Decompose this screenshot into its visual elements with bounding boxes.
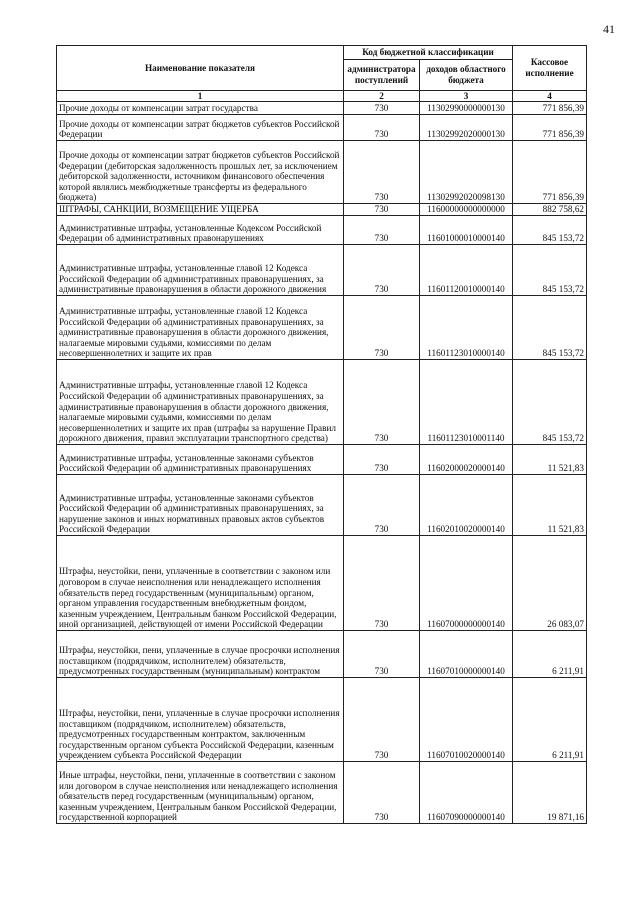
row-amount: 11 521,83 bbox=[513, 475, 587, 536]
row-admin-code: 730 bbox=[344, 678, 420, 762]
row-name: Административные штрафы, установленные Кодексом Российской Федерации об административных правонарушениях bbox=[57, 216, 344, 245]
row-admin-code: 730 bbox=[344, 296, 420, 360]
row-admin-code: 730 bbox=[344, 204, 420, 216]
row-income-code: 11601120010000140 bbox=[420, 245, 513, 296]
row-admin-code: 730 bbox=[344, 216, 420, 245]
row-income-code: 11607090000000140 bbox=[420, 762, 513, 824]
row-admin-code: 730 bbox=[344, 360, 420, 445]
header-income: доходов областного бюджета bbox=[420, 60, 513, 91]
table-row bbox=[57, 631, 587, 678]
row-amount: 771 856,39 bbox=[513, 102, 587, 115]
row-income-code: 11600000000000000 bbox=[420, 204, 513, 216]
column-numbers-row bbox=[57, 91, 587, 102]
row-name: Прочие доходы от компенсации затрат бюджетов субъектов Российской Федерации (дебиторская задолженность прошлых лет, за исключением дебиторской задолженности, источником финансового обеспечения которой являлись межбюджетные трансферты из федерального бюджета) bbox=[57, 141, 344, 204]
row-name: Иные штрафы, неустойки, пени, уплаченные в соответствии с законом или договором в случае неисполнения или ненадлежащего исполнения обязательств перед государственным (муниципальным) органом, казенным учреждением, Центральным банком Российской Федерации, государственной корпорацией bbox=[57, 762, 344, 824]
row-admin-code: 730 bbox=[344, 245, 420, 296]
row-amount: 11 521,83 bbox=[513, 445, 587, 475]
row-amount: 845 153,72 bbox=[513, 360, 587, 445]
row-income-code: 11302992020098130 bbox=[420, 141, 513, 204]
header-name: Наименование показателя bbox=[57, 46, 344, 91]
row-amount: 845 153,72 bbox=[513, 296, 587, 360]
row-amount: 26 083,07 bbox=[513, 536, 587, 631]
row-name: ШТРАФЫ, САНКЦИИ, ВОЗМЕЩЕНИЕ УЩЕРБА bbox=[57, 204, 344, 216]
header-cash: Кассовое исполнение bbox=[513, 46, 587, 91]
row-admin-code: 730 bbox=[344, 445, 420, 475]
row-name: Штрафы, неустойки, пени, уплаченные в случае просрочки исполнения поставщиком (подрядчиком, исполнителем) обязательств, предусмотренных государственным контрактом, заключенным государственным органом субъекта Российской Федерации, казенным учреждением субъекта Российской Федерации bbox=[57, 678, 344, 762]
row-admin-code: 730 bbox=[344, 631, 420, 678]
row-name: Прочие доходы от компенсации затрат государства bbox=[57, 102, 344, 115]
table-row bbox=[57, 762, 587, 824]
row-amount: 6 211,91 bbox=[513, 631, 587, 678]
row-amount: 771 856,39 bbox=[513, 141, 587, 204]
table-row bbox=[57, 141, 587, 204]
row-name: Административные штрафы, установленные законами субъектов Российской Федерации об административных правонарушениях, за нарушение законов и иных нормативных правовых актов субъектов Российской Федерации bbox=[57, 475, 344, 536]
row-name: Административные штрафы, установленные главой 12 Кодекса Российской Федерации об административных правонарушениях, за административные правонарушения в области дорожного движения, налагаемые мировыми судьями, комиссиями по делам несовершеннолетних и защите их прав bbox=[57, 296, 344, 360]
row-admin-code: 730 bbox=[344, 536, 420, 631]
row-admin-code: 730 bbox=[344, 141, 420, 204]
row-admin-code: 730 bbox=[344, 762, 420, 824]
row-admin-code: 730 bbox=[344, 475, 420, 536]
row-name: Штрафы, неустойки, пени, уплаченные в случае просрочки исполнения поставщиком (подрядчиком, исполнителем) обязательств, предусмотренных государственным (муниципальным) контрактом bbox=[57, 631, 344, 678]
column-number: 2 bbox=[344, 91, 420, 102]
row-income-code: 11607010020000140 bbox=[420, 678, 513, 762]
row-income-code: 11302990000000130 bbox=[420, 102, 513, 115]
row-income-code: 11601123010000140 bbox=[420, 296, 513, 360]
row-name: Прочие доходы от компенсации затрат бюджетов субъектов Российской Федерации bbox=[57, 115, 344, 141]
column-number: 1 bbox=[57, 91, 344, 102]
row-income-code: 11602010020000140 bbox=[420, 475, 513, 536]
row-amount: 771 856,39 bbox=[513, 115, 587, 141]
row-amount: 882 758,62 bbox=[513, 204, 587, 216]
budget-table bbox=[56, 45, 587, 824]
row-amount: 19 871,16 bbox=[513, 762, 587, 824]
table-row bbox=[57, 204, 587, 216]
page-number: 41 bbox=[603, 22, 615, 36]
row-income-code: 11601000010000140 bbox=[420, 216, 513, 245]
row-name: Административные штрафы, установленные главой 12 Кодекса Российской Федерации об административных правонарушениях, за административные правонарушения в области дорожного движения bbox=[57, 245, 344, 296]
row-name: Административные штрафы, установленные главой 12 Кодекса Российской Федерации об административных правонарушениях, за административные правонарушения в области дорожного движения, налагаемые мировыми судьями, комиссиями по делам несовершеннолетних и защите их прав (штрафы за нарушение Правил дорожного движения, правил эксплуатации транспортного средства) bbox=[57, 360, 344, 445]
row-amount: 845 153,72 bbox=[513, 216, 587, 245]
row-income-code: 11607010000000140 bbox=[420, 631, 513, 678]
row-amount: 845 153,72 bbox=[513, 245, 587, 296]
table-row bbox=[57, 296, 587, 360]
table-row bbox=[57, 245, 587, 296]
table-row bbox=[57, 360, 587, 445]
row-amount: 6 211,91 bbox=[513, 678, 587, 762]
column-number: 3 bbox=[420, 91, 513, 102]
header-code-group: Код бюджетной классификации bbox=[344, 46, 513, 60]
row-income-code: 11602000020000140 bbox=[420, 445, 513, 475]
table-row bbox=[57, 678, 587, 762]
row-income-code: 11601123010001140 bbox=[420, 360, 513, 445]
table-row bbox=[57, 216, 587, 245]
header-admin: администратора поступлений bbox=[344, 60, 420, 91]
table-row bbox=[57, 445, 587, 475]
table-row bbox=[57, 475, 587, 536]
row-name: Административные штрафы, установленные законами субъектов Российской Федерации об административных правонарушениях bbox=[57, 445, 344, 475]
row-admin-code: 730 bbox=[344, 115, 420, 141]
row-income-code: 11302992020000130 bbox=[420, 115, 513, 141]
table-row bbox=[57, 536, 587, 631]
row-income-code: 11607000000000140 bbox=[420, 536, 513, 631]
table-row bbox=[57, 115, 587, 141]
row-admin-code: 730 bbox=[344, 102, 420, 115]
column-number: 4 bbox=[513, 91, 587, 102]
row-name: Штрафы, неустойки, пени, уплаченные в соответствии с законом или договором в случае неисполнения или ненадлежащего исполнения обязательств перед государственным (муниципальным) органом, органом управления государственным внебюджетным фондом, казенным учреждением, Центральным банком Российской Федерации, иной организацией, действующей от имени Российской Федерации bbox=[57, 536, 344, 631]
table-row bbox=[57, 102, 587, 115]
